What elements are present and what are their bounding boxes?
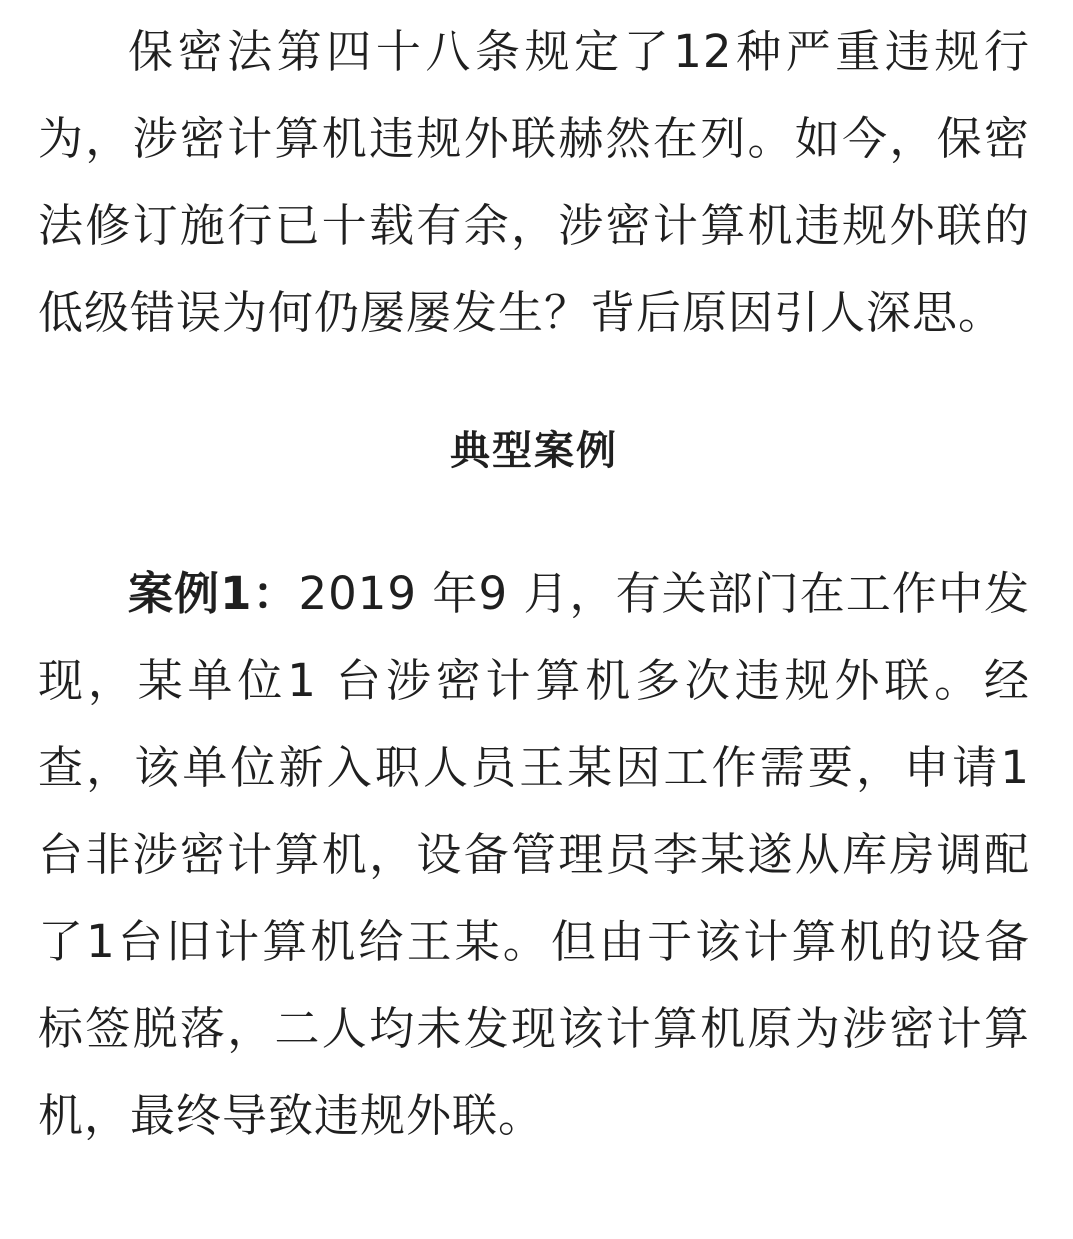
case-1-paragraph (38, 550, 1030, 1159)
section-heading: 典型案例 (450, 428, 618, 474)
intro-paragraph: 保密法第四十八条规定了12种严重违规行为，涉密计算机违规外联赫然在列。如今，保密法修订施行已十载有余，涉密计算机违规外联的低级错误为何仍屡屡发生？背后原因引人深思。 (38, 25, 1030, 339)
article-body (38, 0, 1030, 1159)
case-1-text: 2019 年9 月，有关部门在工作中发现，某单位1 台涉密计算机多次违规外联。经查，该单位新入职人员王某因工作需要，申请1台非涉密计算机，设备管理员李某遂从库房调配了1台旧计算机给王某。但由于该计算机的设备标签脱落，二人均未发现该计算机原为涉密计算机，最终导致违规外联。 (38, 567, 1030, 1142)
case-1-label: 案例1： (128, 567, 299, 620)
